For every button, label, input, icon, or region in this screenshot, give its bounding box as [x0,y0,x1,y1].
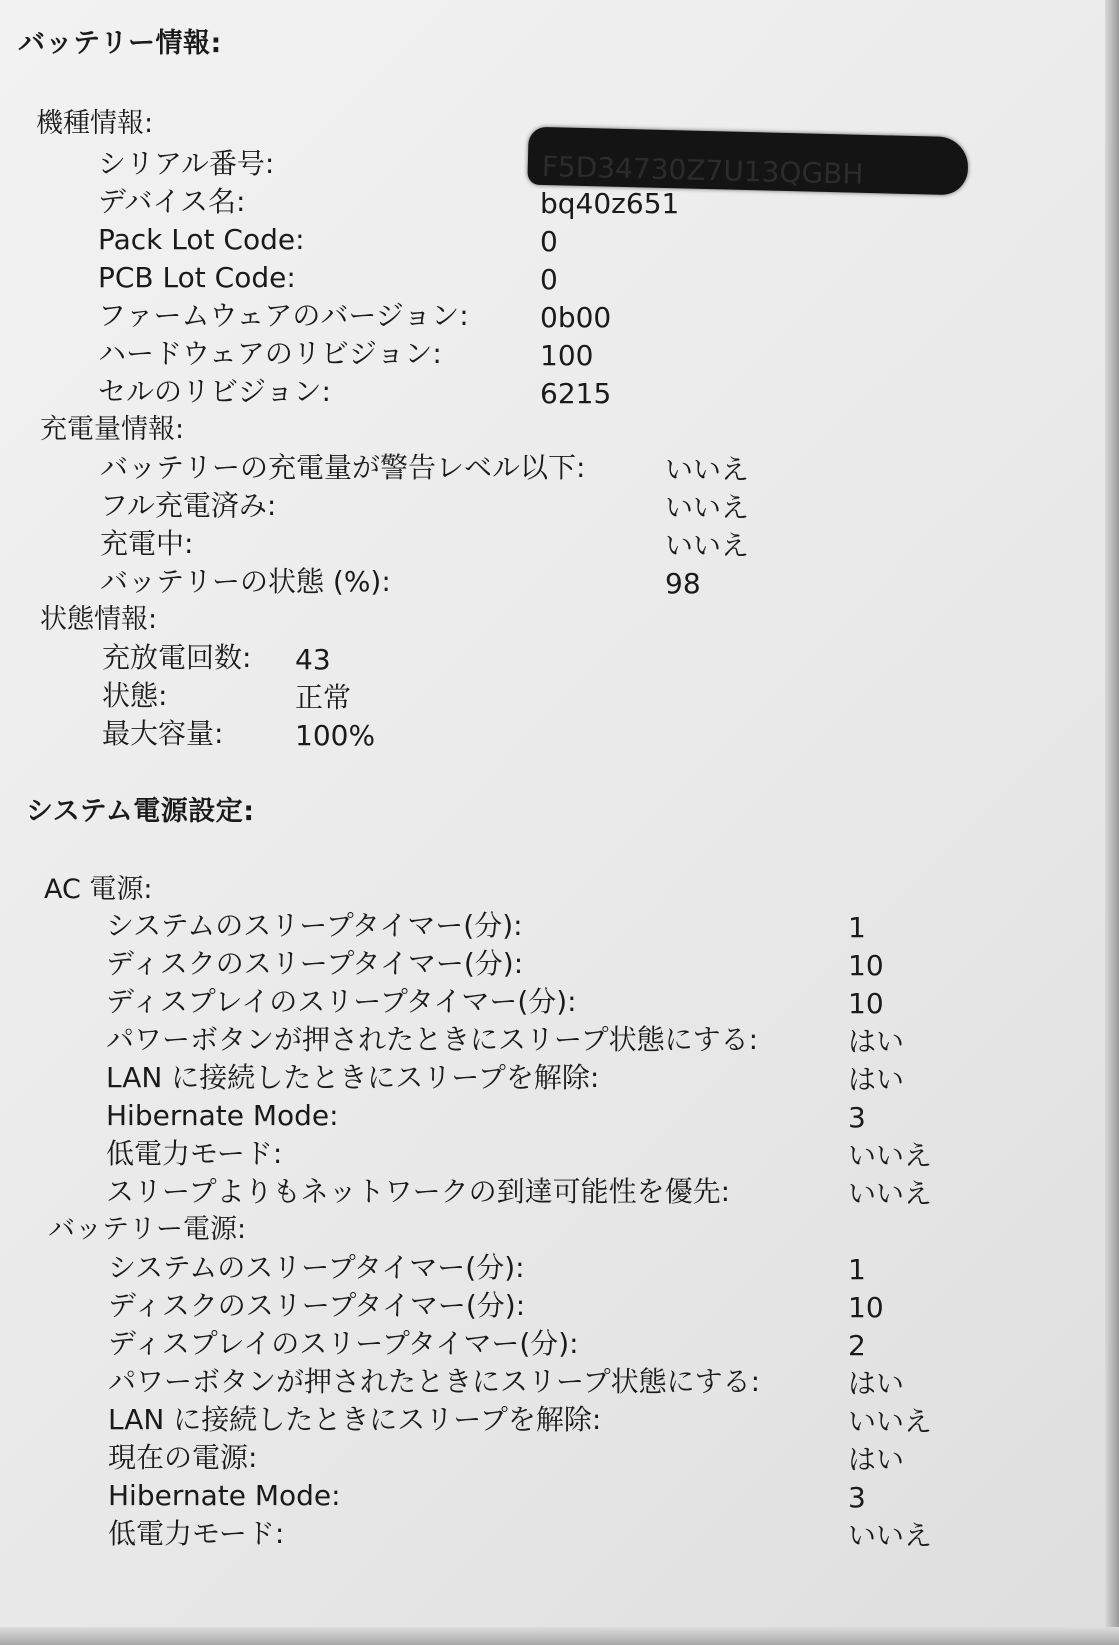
battery-state-percent-label: バッテリーの状態 (%): [100,565,391,598]
ac-hibernate-mode-value: 3 [848,1101,866,1134]
screen-edge-right [1105,0,1119,1645]
pack-lot-code-label: Pack Lot Code: [98,223,305,256]
below-warning-level-value: いいえ [665,453,750,486]
bat-disk-sleep-label: ディスクのスリープタイマー(分): [108,1289,526,1322]
ac-disk-sleep-value: 10 [848,949,884,982]
bat-hibernate-mode-label: Hibernate Mode: [108,1479,341,1512]
bat-system-sleep-value: 1 [848,1253,866,1286]
bat-display-sleep-label: ディスプレイのスリープタイマー(分): [108,1327,579,1360]
ac-display-sleep-label: ディスプレイのスリープタイマー(分): [106,985,577,1018]
cycle-count-label: 充放電回数: [102,641,252,674]
charging-value: いいえ [665,529,750,562]
condition-value: 正常 [295,681,352,714]
ac-low-power-mode-value: いいえ [848,1139,933,1172]
charge-info-heading: 充電量情報: [40,414,185,445]
bat-current-power-source-value: はい [848,1443,905,1476]
ac-disk-sleep-label: ディスクのスリープタイマー(分): [106,947,524,980]
bat-power-button-sleep-label: パワーボタンが押されたときにスリープ状態にする: [108,1365,761,1398]
ac-power-button-sleep-value: はい [848,1025,905,1058]
firmware-version-value: 0b00 [540,301,612,334]
ac-low-power-mode-label: 低電力モード: [106,1137,283,1170]
cell-revision-value: 6215 [540,377,612,410]
health-info-heading: 状態情報: [40,604,158,635]
bat-low-power-mode-label: 低電力モード: [108,1517,285,1550]
charging-label: 充電中: [100,527,194,560]
device-name-label: デバイス名: [98,185,246,218]
ac-network-priority-value: いいえ [848,1177,933,1210]
bat-current-power-source-label: 現在の電源: [108,1441,258,1474]
ac-power-heading: AC 電源: [44,874,153,905]
max-capacity-label: 最大容量: [102,717,224,750]
fully-charged-label: フル充電済み: [100,489,277,522]
serial-number-redaction [527,127,968,196]
power-settings-heading: システム電源設定: [26,796,255,827]
screen-edge-bottom [0,1627,1119,1645]
device-name-value: bq40z651 [540,187,680,220]
condition-label: 状態: [102,679,168,712]
battery-power-heading: バッテリー電源: [48,1214,247,1245]
ac-power-button-sleep-label: パワーボタンが押されたときにスリープ状態にする: [106,1023,759,1056]
bat-wake-on-lan-value: いいえ [848,1405,933,1438]
bat-display-sleep-value: 2 [848,1329,866,1362]
max-capacity-value: 100% [295,719,376,752]
serial-number-value: F5D34730Z7U13QGBH [541,149,864,191]
ac-wake-on-lan-label: LAN に接続したときにスリープを解除: [106,1061,600,1094]
firmware-version-label: ファームウェアのバージョン: [98,299,469,332]
bat-disk-sleep-value: 10 [848,1291,884,1324]
bat-system-sleep-label: システムのスリープタイマー(分): [108,1251,525,1284]
ac-network-priority-label: スリープよりもネットワークの到達可能性を優先: [106,1175,731,1208]
pcb-lot-code-label: PCB Lot Code: [98,261,296,294]
bat-power-button-sleep-value: はい [848,1367,905,1400]
cell-revision-label: セルのリビジョン: [98,375,331,408]
bat-wake-on-lan-label: LAN に接続したときにスリープを解除: [108,1403,602,1436]
ac-system-sleep-label: システムのスリープタイマー(分): [106,909,523,942]
ac-hibernate-mode-label: Hibernate Mode: [106,1099,339,1132]
serial-number-label: シリアル番号: [98,147,275,180]
pcb-lot-code-value: 0 [540,263,558,296]
ac-wake-on-lan-value: はい [848,1063,905,1096]
bat-hibernate-mode-value: 3 [848,1481,866,1514]
battery-state-percent-value: 98 [665,567,701,600]
ac-system-sleep-value: 1 [848,911,866,944]
bat-low-power-mode-value: いいえ [848,1519,933,1552]
hardware-revision-value: 100 [540,339,594,372]
below-warning-level-label: バッテリーの充電量が警告レベル以下: [100,451,586,484]
fully-charged-value: いいえ [665,491,750,524]
cycle-count-value: 43 [295,643,331,676]
model-info-heading: 機種情報: [36,108,154,139]
battery-info-heading: バッテリー情報: [18,28,222,59]
hardware-revision-label: ハードウェアのリビジョン: [98,337,442,370]
pack-lot-code-value: 0 [540,225,558,258]
ac-display-sleep-value: 10 [848,987,884,1020]
